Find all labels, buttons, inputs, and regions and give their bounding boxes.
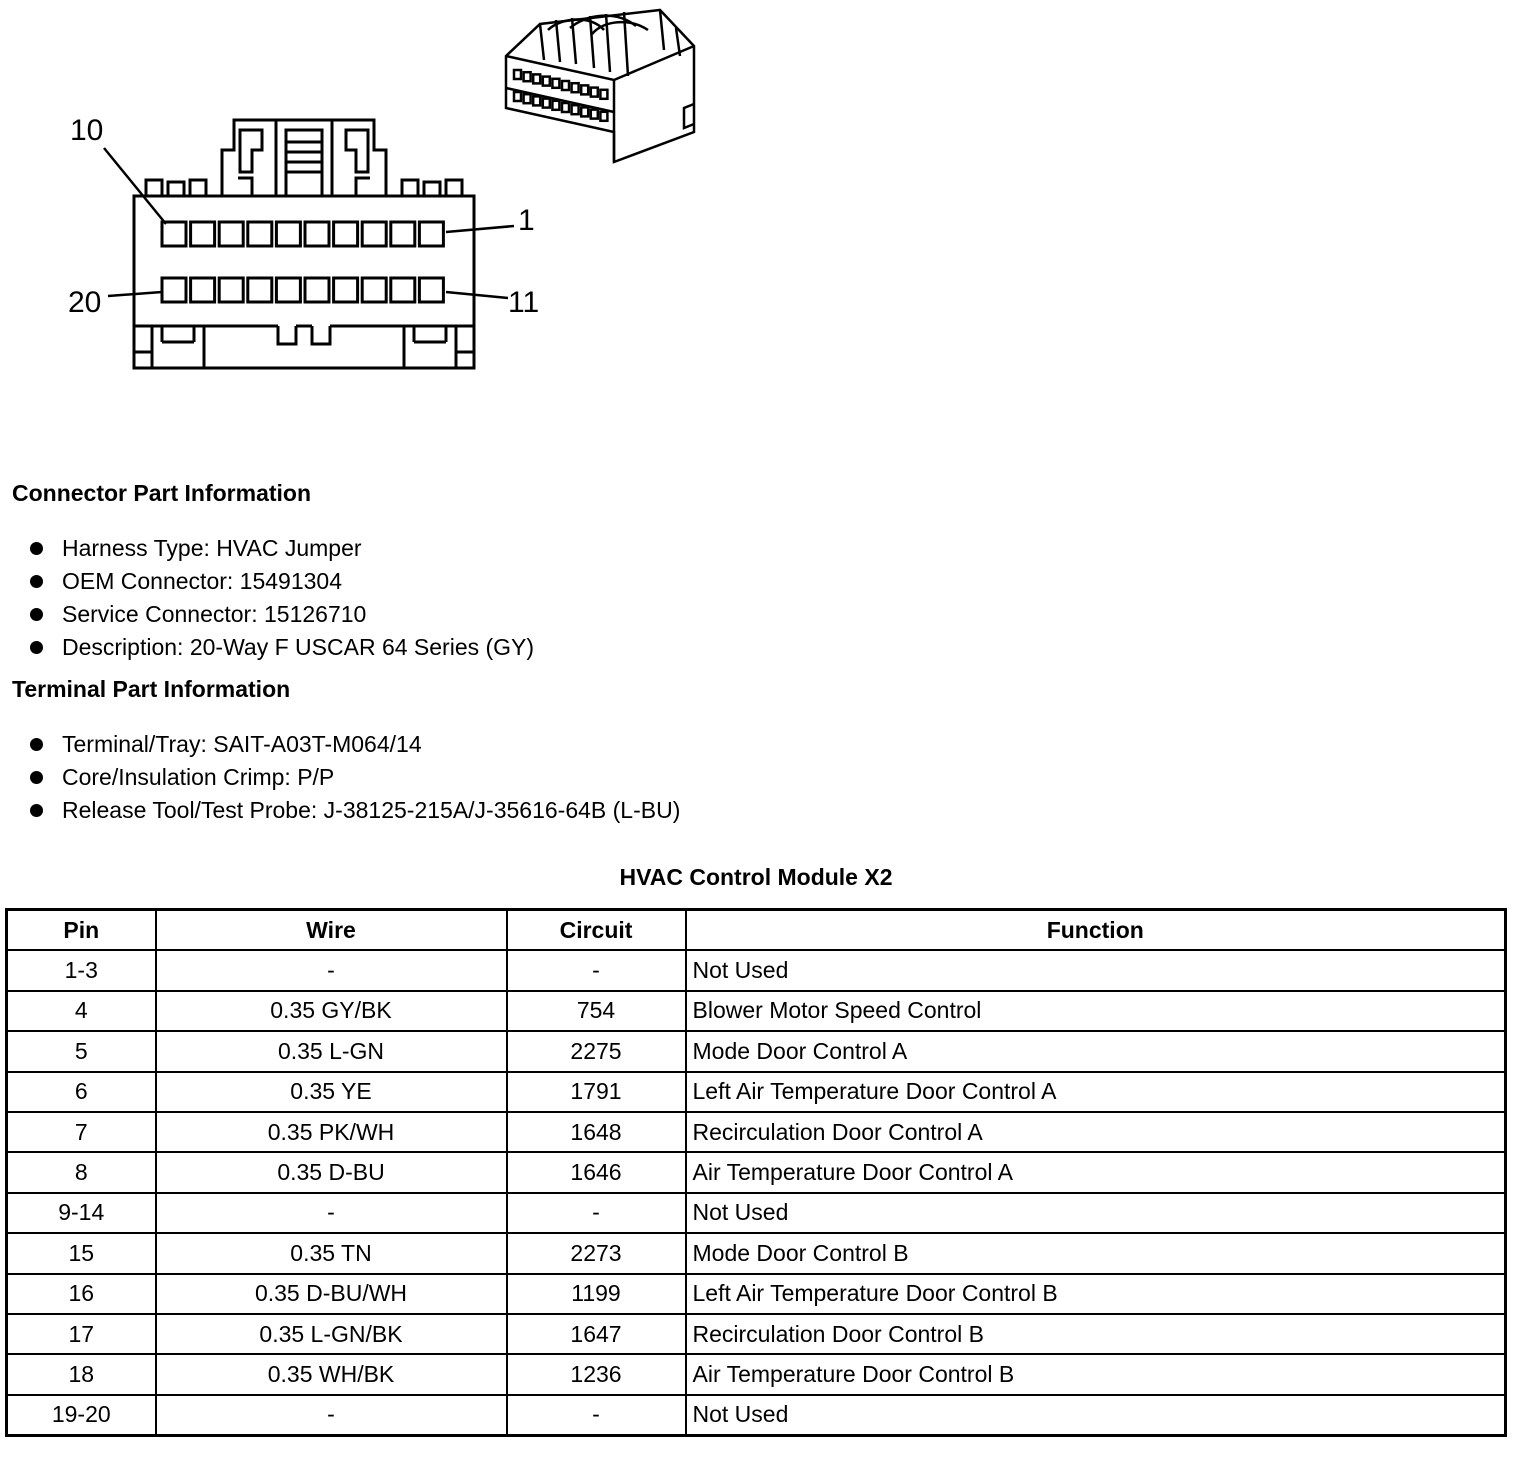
- cell-pin: 19-20: [7, 1395, 156, 1436]
- pin-label-11: 11: [508, 286, 540, 319]
- terminal-cavity-3d: [581, 107, 588, 116]
- list-item: Service Connector: 15126710: [28, 598, 534, 631]
- terminal-cavity-3d: [572, 83, 579, 92]
- cell-circuit: 1236: [507, 1354, 686, 1394]
- terminal-cavity: [334, 222, 358, 246]
- table-row: [7, 1274, 1506, 1314]
- cell-circuit: -: [507, 950, 686, 990]
- cell-pin: 7: [7, 1112, 156, 1152]
- cell-pin: 4: [7, 991, 156, 1031]
- cell-wire: -: [156, 950, 507, 990]
- table-row: [7, 1112, 1506, 1152]
- terminal-cavity-3d: [524, 94, 531, 103]
- table-row: [7, 1152, 1506, 1192]
- cell-function: Recirculation Door Control A: [686, 1112, 1506, 1152]
- terminal-cavity: [162, 222, 186, 246]
- cell-circuit: -: [507, 1395, 686, 1436]
- terminal-info-title: Terminal Part Information: [12, 676, 291, 702]
- header-pin: Pin: [7, 910, 156, 951]
- cell-wire: 0.35 WH/BK: [156, 1354, 507, 1394]
- table-row: [7, 1031, 1506, 1071]
- terminal-cavity-3d: [572, 105, 579, 114]
- cell-wire: 0.35 L-GN: [156, 1031, 507, 1071]
- pin-label-20: 20: [68, 286, 102, 319]
- cell-function: Mode Door Control B: [686, 1233, 1506, 1273]
- terminal-cavity-3d: [562, 81, 569, 90]
- header-circuit: Circuit: [507, 910, 686, 951]
- cell-circuit: 2273: [507, 1233, 686, 1273]
- terminal-cavity: [362, 222, 386, 246]
- cell-pin: 17: [7, 1314, 156, 1354]
- cell-pin: 8: [7, 1152, 156, 1192]
- cell-pin: 16: [7, 1274, 156, 1314]
- table-row: [7, 950, 1506, 990]
- cell-wire: -: [156, 1193, 507, 1233]
- cell-function: Not Used: [686, 1193, 1506, 1233]
- terminal-cavity: [191, 222, 215, 246]
- table-row: [7, 1072, 1506, 1112]
- terminal-cavity: [276, 278, 300, 302]
- cell-wire: 0.35 GY/BK: [156, 991, 507, 1031]
- table-row: [7, 1233, 1506, 1273]
- cell-pin: 9-14: [7, 1193, 156, 1233]
- terminal-cavity-3d: [533, 96, 540, 105]
- table-header-row: [7, 910, 1506, 951]
- list-item: Release Tool/Test Probe: J-38125-215A/J-35616-64B (L-BU): [28, 794, 680, 827]
- terminal-cavity: [305, 222, 329, 246]
- table-row: [7, 1395, 1506, 1436]
- cell-wire: 0.35 L-GN/BK: [156, 1314, 507, 1354]
- cell-function: Left Air Temperature Door Control B: [686, 1274, 1506, 1314]
- terminal-cavity-3d: [552, 79, 559, 88]
- cell-pin: 18: [7, 1354, 156, 1394]
- terminal-cavity: [391, 278, 415, 302]
- connector-3d-view: [506, 10, 694, 162]
- cell-function: Air Temperature Door Control A: [686, 1152, 1506, 1192]
- terminal-cavity: [391, 222, 415, 246]
- list-item: OEM Connector: 15491304: [28, 565, 534, 598]
- cell-wire: 0.35 D-BU/WH: [156, 1274, 507, 1314]
- list-item: Harness Type: HVAC Jumper: [28, 532, 534, 565]
- connector-diagram: [0, 0, 760, 400]
- cell-function: Not Used: [686, 1395, 1506, 1436]
- terminal-cavity: [419, 222, 443, 246]
- pin-label-10: 10: [70, 114, 104, 147]
- terminal-cavity: [219, 222, 243, 246]
- terminal-cavity-3d: [533, 74, 540, 83]
- cell-wire: 0.35 YE: [156, 1072, 507, 1112]
- cell-function: Air Temperature Door Control B: [686, 1354, 1506, 1394]
- cell-circuit: 1199: [507, 1274, 686, 1314]
- terminal-cavity: [419, 278, 443, 302]
- terminal-cavity-3d: [591, 110, 598, 119]
- terminal-cavity-3d: [600, 112, 607, 121]
- cell-circuit: 1648: [507, 1112, 686, 1152]
- header-function: Function: [686, 910, 1506, 951]
- terminal-cavity: [162, 278, 186, 302]
- header-wire: Wire: [156, 910, 507, 951]
- terminal-cavity: [248, 278, 272, 302]
- cell-circuit: 754: [507, 991, 686, 1031]
- pinout-table: [5, 908, 1507, 1437]
- terminal-info-list: [28, 728, 680, 827]
- cell-circuit: 2275: [507, 1031, 686, 1071]
- connector-info-title: Connector Part Information: [12, 480, 312, 506]
- cell-function: Mode Door Control A: [686, 1031, 1506, 1071]
- terminal-cavity: [305, 278, 329, 302]
- cell-wire: 0.35 PK/WH: [156, 1112, 507, 1152]
- cell-function: Recirculation Door Control B: [686, 1314, 1506, 1354]
- table-row: [7, 1354, 1506, 1394]
- table-row: [7, 1314, 1506, 1354]
- list-item: Core/Insulation Crimp: P/P: [28, 761, 680, 794]
- cell-circuit: -: [507, 1193, 686, 1233]
- terminal-cavity-3d: [591, 88, 598, 97]
- terminal-cavity: [362, 278, 386, 302]
- cell-function: Blower Motor Speed Control: [686, 991, 1506, 1031]
- terminal-cavity-3d: [524, 72, 531, 81]
- pin-label-1: 1: [518, 204, 535, 237]
- cell-circuit: 1647: [507, 1314, 686, 1354]
- terminal-cavity: [248, 222, 272, 246]
- cell-wire: 0.35 TN: [156, 1233, 507, 1273]
- terminal-cavity-3d: [514, 92, 521, 101]
- terminal-cavity-3d: [600, 90, 607, 99]
- connector-info-list: [28, 532, 534, 664]
- list-item: Terminal/Tray: SAIT-A03T-M064/14: [28, 728, 680, 761]
- table-row: [7, 1193, 1506, 1233]
- terminal-cavity-3d: [562, 103, 569, 112]
- terminal-cavity-3d: [543, 99, 550, 108]
- cell-circuit: 1646: [507, 1152, 686, 1192]
- terminal-cavity-3d: [552, 101, 559, 110]
- cell-function: Not Used: [686, 950, 1506, 990]
- terminal-cavity: [191, 278, 215, 302]
- table-row: [7, 991, 1506, 1031]
- terminal-cavity: [276, 222, 300, 246]
- terminal-cavity: [334, 278, 358, 302]
- cell-pin: 6: [7, 1072, 156, 1112]
- cell-wire: 0.35 D-BU: [156, 1152, 507, 1192]
- table-title: HVAC Control Module X2: [619, 864, 893, 890]
- terminal-cavity: [219, 278, 243, 302]
- cell-function: Left Air Temperature Door Control A: [686, 1072, 1506, 1112]
- terminal-cavity-3d: [514, 70, 521, 79]
- cell-circuit: 1791: [507, 1072, 686, 1112]
- terminal-cavity-3d: [543, 77, 550, 86]
- list-item: Description: 20-Way F USCAR 64 Series (GY): [28, 631, 534, 664]
- cell-pin: 1-3: [7, 950, 156, 990]
- terminal-cavity-3d: [581, 85, 588, 94]
- cell-pin: 15: [7, 1233, 156, 1273]
- cell-pin: 5: [7, 1031, 156, 1071]
- cell-wire: -: [156, 1395, 507, 1436]
